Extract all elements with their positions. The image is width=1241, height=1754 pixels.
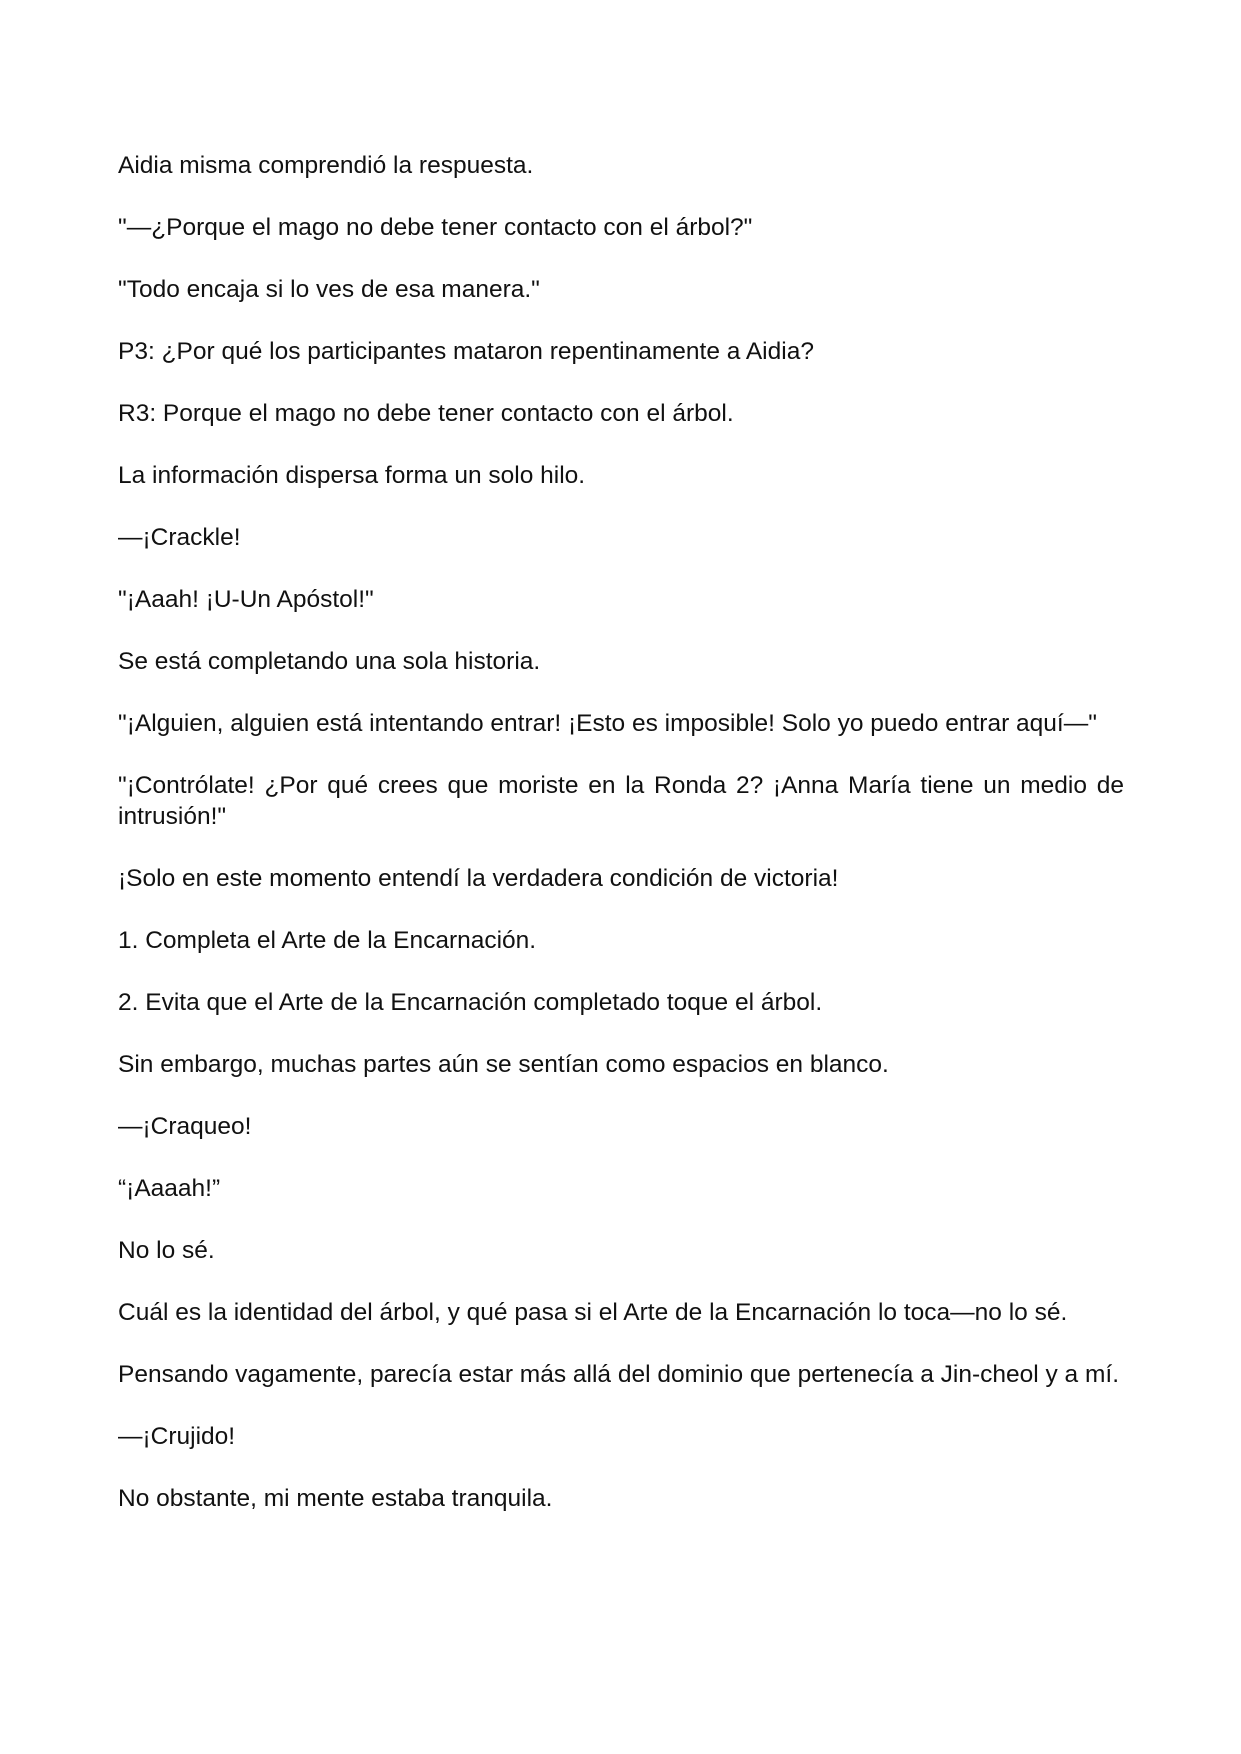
paragraph: Se está completando una sola historia. <box>118 648 541 675</box>
paragraph: —¡Craqueo! <box>118 1113 252 1140</box>
paragraph: "¡Aaah! ¡U-Un Apóstol!" <box>118 586 374 613</box>
paragraph: Cuál es la identidad del árbol, y qué pasa si el Arte de la Encarnación lo toca—no lo sé. <box>118 1299 1068 1326</box>
paragraph: "¡Alguien, alguien está intentando entrar! ¡Esto es imposible! Solo yo puedo entrar aquí—" <box>118 710 1097 737</box>
paragraph: —¡Crackle! <box>118 524 241 551</box>
document-body <box>118 150 1124 1545</box>
paragraph: —¡Crujido! <box>118 1423 236 1450</box>
paragraph: No obstante, mi mente estaba tranquila. <box>118 1485 553 1512</box>
paragraph: "¡Contrólate! ¿Por qué crees que moriste en la Ronda 2? ¡Anna María tiene un medio de intrusión!" <box>118 772 1124 830</box>
paragraph: Aidia misma comprendió la respuesta. <box>118 152 534 179</box>
paragraph: P3: ¿Por qué los participantes mataron repentinamente a Aidia? <box>118 338 814 365</box>
paragraph: "—¿Porque el mago no debe tener contacto con el árbol?" <box>118 214 753 241</box>
paragraph: La información dispersa forma un solo hilo. <box>118 462 586 489</box>
paragraph: “¡Aaaah!” <box>118 1175 221 1202</box>
paragraph: R3: Porque el mago no debe tener contacto con el árbol. <box>118 400 734 427</box>
paragraph: Sin embargo, muchas partes aún se sentían como espacios en blanco. <box>118 1051 889 1078</box>
paragraph: Pensando vagamente, parecía estar más allá del dominio que pertenecía a Jin-cheol y a mí. <box>118 1361 1119 1388</box>
paragraph: ¡Solo en este momento entendí la verdadera condición de victoria! <box>118 865 839 892</box>
paragraph: "Todo encaja si lo ves de esa manera." <box>118 276 540 303</box>
list-item: 1. Completa el Arte de la Encarnación. <box>118 927 537 954</box>
paragraph: No lo sé. <box>118 1237 215 1264</box>
list-item: 2. Evita que el Arte de la Encarnación completado toque el árbol. <box>118 989 823 1016</box>
